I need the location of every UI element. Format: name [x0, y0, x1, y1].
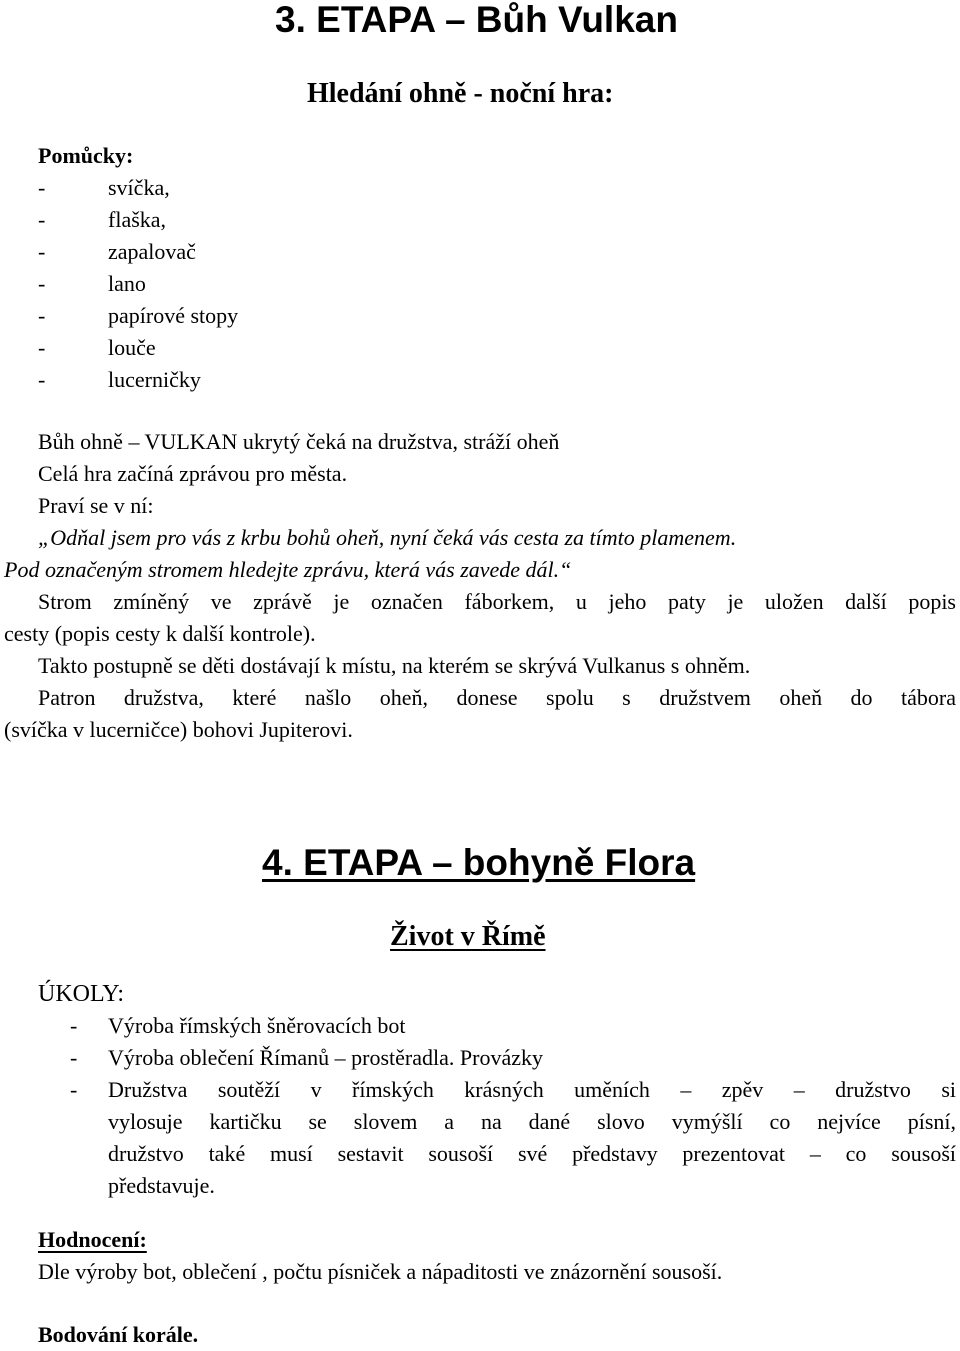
paragraph-progress: Takto postupně se děti dostávají k místu, na kterém se skrývá Vulkanus s ohněm.: [38, 653, 751, 678]
stage3-subtitle: Hledání ohně - noční hra:: [307, 78, 614, 109]
stage4-title: 4. ETAPA – bohyně Flora: [262, 842, 696, 883]
tasks-heading: ÚKOLY:: [38, 981, 125, 1007]
quote-line-1: „Odňal jsem pro vás z krbu bohů oheň, nyní čeká vás cesta za tímto plamenem.: [38, 525, 737, 550]
list-item: - svíčka,: [38, 175, 170, 200]
task3-line-2: vylosuje kartičku se slovem a na dané slovo vymýšlí co nejvíce písní,: [108, 1109, 956, 1134]
list-item: - lano: [38, 271, 146, 296]
list-item: - lucerničky: [38, 367, 201, 392]
list-item: - Výroba římských šněrovacích bot: [70, 1013, 406, 1038]
list-item: - zapalovač: [38, 239, 196, 264]
task3-line-3: družstvo také musí sestavit sousoší své představy prezentovat – co sousoší: [108, 1141, 956, 1166]
evaluation-heading: Hodnocení:: [38, 1227, 147, 1252]
list-item: - louče: [38, 335, 156, 360]
paragraph-patron-line-1: Patron družstva, které našlo oheň, donese spolu s družstvem oheň do tábora: [38, 685, 956, 710]
paragraph-patron-line-2: (svíčka v lucerničce) bohovi Jupiterovi.: [4, 717, 353, 742]
quote-line-2: Pod označeným stromem hledejte zprávu, která vás zavede dál.“: [4, 557, 572, 582]
evaluation-text: Dle výroby bot, oblečení , počtu písniček a nápaditosti ve znázornění sousoší.: [38, 1259, 723, 1284]
paragraph-vulkan: Bůh ohně – VULKAN ukrytý čeká na družstva, stráží oheň: [38, 429, 560, 454]
tasks-list: [70, 1010, 956, 1202]
stage4-subtitle: Život v Římě: [390, 921, 546, 952]
supplies-list: [38, 172, 238, 396]
paragraph-message-intro: Praví se v ní:: [38, 493, 154, 518]
paragraph-tree-line-1: Strom zmíněný ve zprávě je označen fáborkem, u jeho paty je uložen další popis: [38, 589, 956, 614]
supplies-heading: Pomůcky:: [38, 143, 134, 168]
list-item: - Družstva soutěží v římských krásných uměních – zpěv – družstvo si vylosuje kartičku se slovem a na dané slovo vymýšlí co nejvíce písní, družstvo také musí sestavit sousoší své představy prezentovat – co sousoší představuje.: [70, 1074, 956, 1202]
paragraph-game-start: Celá hra začíná zprávou pro města.: [38, 461, 348, 486]
scoring-text: Bodování korále.: [38, 1322, 199, 1347]
list-item: - papírové stopy: [38, 303, 239, 328]
list-item: - Výroba oblečení Římanů – prostěradla. Provázky: [70, 1045, 543, 1070]
list-item: - flaška,: [38, 207, 167, 232]
stage3-title: 3. ETAPA – Bůh Vulkan: [275, 0, 678, 40]
task3-line-1: Družstva soutěží v římských krásných uměních – zpěv – družstvo si: [108, 1077, 956, 1102]
task3-line-4: představuje.: [108, 1173, 215, 1198]
paragraph-tree-line-2: cesty (popis cesty k další kontrole).: [4, 621, 316, 646]
